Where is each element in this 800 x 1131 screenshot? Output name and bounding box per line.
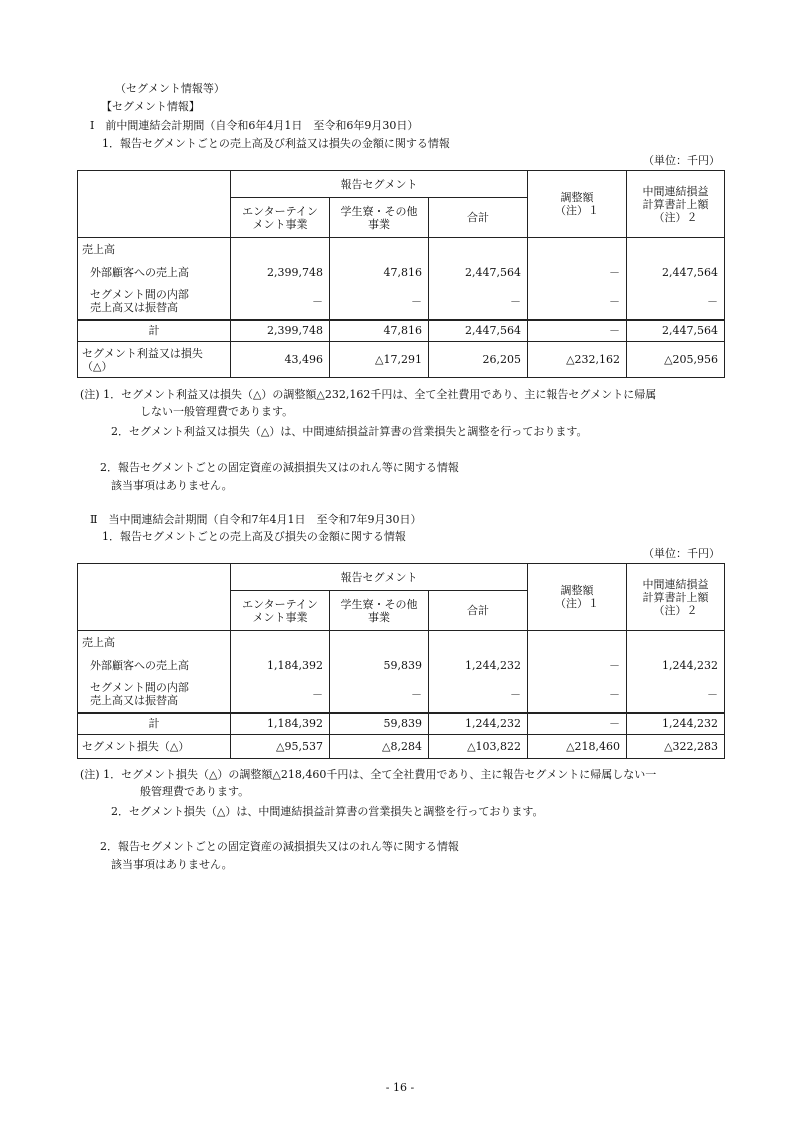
header-empty-cell — [78, 564, 231, 631]
period2-subtitle: 1．報告セグメントごとの売上高及び損失の金額に関する情報 — [102, 530, 406, 543]
header-total: 合計 — [429, 198, 528, 238]
period1-subtitle: 1．報告セグメントごとの売上高及び利益又は損失の金額に関する情報 — [102, 137, 450, 150]
period1-sub2: 2．報告セグメントごとの固定資産の減損損失又はのれん等に関する情報 — [100, 461, 459, 474]
row-label-sales: 売上高 — [78, 631, 231, 654]
header-entertainment: エンターテイン メント事業 — [231, 591, 330, 631]
header-interim-statement: 中間連結損益 計算書計上額 （注）２ — [627, 564, 725, 631]
table-row: セグメント利益又は損失 （△） 43,496 △17,291 26,205 △232,162 △205,956 — [78, 342, 725, 378]
header-total: 合計 — [429, 591, 528, 631]
header-reported-segment: 報告セグメント — [231, 171, 528, 198]
section-subheading: 【セグメント情報】 — [101, 100, 200, 113]
period2-note2: 2．セグメント損失（△）は、中間連結損益計算書の営業損失と調整を行っております。 — [111, 805, 544, 818]
period2-segment-table — [77, 563, 725, 759]
header-dormitory: 学生寮・その他 事業 — [330, 198, 429, 238]
period1-segment-table — [77, 170, 725, 378]
table-row: 外部顧客への売上高 1,184,392 59,839 1,244,232 － 1,244,232 — [78, 654, 725, 677]
header-adjustment: 調整額 （注）１ — [528, 564, 627, 631]
header-dormitory: 学生寮・その他 事業 — [330, 591, 429, 631]
page-number: - 16 - — [385, 1081, 415, 1094]
header-adjustment: 調整額 （注）１ — [528, 171, 627, 238]
period1-note2: 2．セグメント利益又は損失（△）は、中間連結損益計算書の営業損失と調整を行っております。 — [111, 425, 588, 438]
table-row: セグメント損失（△） △95,537 △8,284 △103,822 △218,460 △322,283 — [78, 735, 725, 759]
row-label-sales: 売上高 — [78, 238, 231, 261]
period2-unit: （単位：千円） — [643, 547, 720, 560]
period2-title: Ⅱ 当中間連結会計期間（自令和7年4月1日 至令和7年9月30日） — [90, 513, 422, 526]
table-row: 計 2,399,748 47,816 2,447,564 － 2,447,564 — [78, 320, 725, 342]
section-heading: （セグメント情報等） — [115, 82, 225, 95]
header-empty-cell — [78, 171, 231, 238]
table-row: 外部顧客への売上高 2,399,748 47,816 2,447,564 － 2,447,564 — [78, 261, 725, 284]
header-reported-segment: 報告セグメント — [231, 564, 528, 591]
period1-note1: (注) 1．セグメント利益又は損失（△）の調整額△232,162千円は、全て全社費用であり、主に報告セグメントに帰属 — [80, 388, 657, 401]
period1-note1-cont: しない一般管理費であります。 — [140, 405, 294, 418]
header-entertainment: エンターテイン メント事業 — [231, 198, 330, 238]
period2-note1: (注) 1．セグメント損失（△）の調整額△218,460千円は、全て全社費用であり、主に報告セグメントに帰属しない一 — [80, 768, 657, 781]
period2-sub2-body: 該当事項はありません。 — [111, 858, 233, 871]
period1-title: Ⅰ 前中間連結会計期間（自令和6年4月1日 至令和6年9月30日） — [90, 119, 419, 132]
period2-note1-cont: 般管理費であります。 — [140, 785, 250, 798]
table-row: セグメント間の内部 売上高又は振替高 － － － － － — [78, 284, 725, 320]
table-row: セグメント間の内部 売上高又は振替高 － － － － － — [78, 677, 725, 713]
period1-sub2-body: 該当事項はありません。 — [111, 479, 233, 492]
table-row: 計 1,184,392 59,839 1,244,232 － 1,244,232 — [78, 713, 725, 735]
period1-unit: （単位：千円） — [643, 154, 720, 167]
header-interim-statement: 中間連結損益 計算書計上額 （注）２ — [627, 171, 725, 238]
period2-sub2: 2．報告セグメントごとの固定資産の減損損失又はのれん等に関する情報 — [100, 840, 459, 853]
